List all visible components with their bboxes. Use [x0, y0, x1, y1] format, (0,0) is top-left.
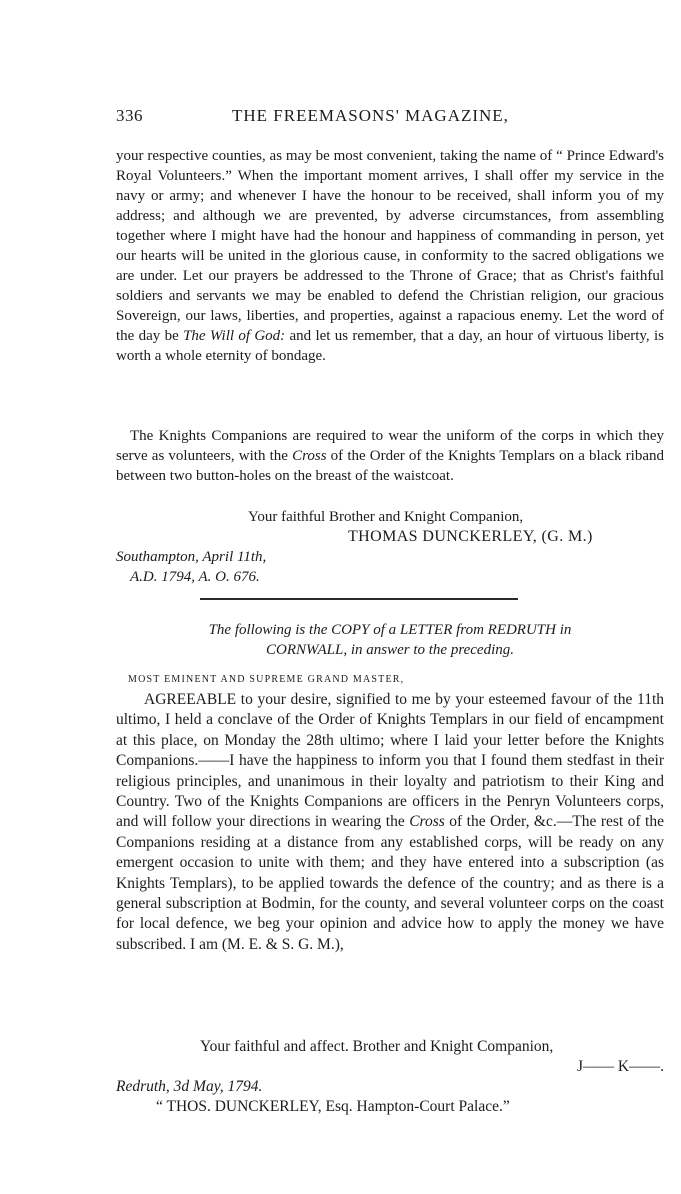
letter2-body: [116, 690, 664, 955]
section-divider: [200, 598, 518, 600]
letter2-body-text: AGREEABLE to your desire, signified to me by your esteemed favour of the 11th ultimo, I held a conclave of the Order of Knights Templars in our field of encampment at this place, on Monday the 28th ultimo; where I laid your letter before the Knights Companions.——I have the happiness to inform you that I found them stedfast in their religious principles, and unanimous in their loyalty and patriotism to their King and Country. Two of the Knights Companions are officers in the Penryn Volunteers corps, and will follow your directions in wearing the: [116, 691, 664, 831]
letter2-closing: Your faithful and affect. Brother and Knight Companion,: [200, 1038, 554, 1055]
letter2-date: Redruth, 3d May, 1794.: [116, 1078, 263, 1095]
letter2-intro-line1: The following is the COPY of a LETTER from REDRUTH in: [208, 622, 572, 638]
page-number: 336: [116, 106, 143, 125]
letter1-signature: THOMAS DUNCKERLEY, (G. M.): [348, 528, 593, 545]
letter2-salutation: MOST EMINENT AND SUPREME GRAND MASTER,: [128, 674, 405, 685]
letter2-body-end: of the Order, &c.—The rest of the Companions residing at a distance from any established corps, will be ready on any emergent occasion to unite with them; and they have entered into a subscription (as Knights Templars), to be applied towards the defence of the country; and as there is a general subscription at Bodmin, for the county, and several volunteer corps on the coast for local defence, we beg your opinion and advice how to apply the money we have subscribed. I am (M. E. & S. G. M.),: [116, 813, 664, 953]
letter1-paragraph2-end: of the Order of the Knights Templars on a black riband between two button-holes on the breast of the waistcoat.: [116, 448, 664, 484]
letter1-paragraph2-text: The Knights Companions are required to wear the uniform of the corps in which they serve as volunteers, with the: [116, 428, 664, 464]
letter1-paragraph1-end: and let us remember, that a day, an hour of virtuous liberty, is worth a whole eternity of bondage.: [116, 328, 664, 364]
running-title: THE FREEMASONS' MAGAZINE,: [232, 106, 509, 125]
letter1-paragraph1-text: your respective counties, as may be most convenient, taking the name of “ Prince Edward's Royal Volunteers.” When the important moment arrives, I shall offer my service in the navy or army; and whenever I have the honour to be received, shall inform you of my address; and although we are prevented, by adverse circumstances, from assembling together where I might have had the honour and happiness of commanding in person, yet our hearts will be united in the glorious cause, in conformity to the sacred obligations we are under. Let our prayers be addressed to the Throne of Grace; that as Christ's faithful soldiers and servants we may be enabled to defend the Christian religion, our gracious Sovereign, our laws, liberties, and properties, against a rapacious enemy. Let the word of the day be: [116, 148, 664, 344]
page-header: [116, 106, 676, 130]
letter1-date-line1: Southampton, April 11th,: [116, 549, 267, 565]
letter1-paragraph2-italic: Cross: [292, 448, 327, 464]
letter2-address: “ THOS. DUNCKERLEY, Esq. Hampton-Court Palace.”: [156, 1098, 510, 1115]
letter1-paragraph2: [116, 426, 664, 486]
letter2-body-italic: Cross: [409, 813, 445, 831]
letter1-date-line2: A.D. 1794, A. O. 676.: [130, 569, 260, 585]
letter1-paragraph1: [116, 146, 664, 366]
letter1-sign-line1: Your faithful Brother and Knight Companion,: [248, 509, 524, 525]
letter2-signature: J—— K——.: [577, 1058, 664, 1075]
letter2-intro: [116, 620, 664, 660]
letter1-paragraph1-italic: The Will of God:: [183, 328, 286, 344]
letter2-intro-line2: CORNWALL, in answer to the preceding.: [266, 642, 514, 658]
